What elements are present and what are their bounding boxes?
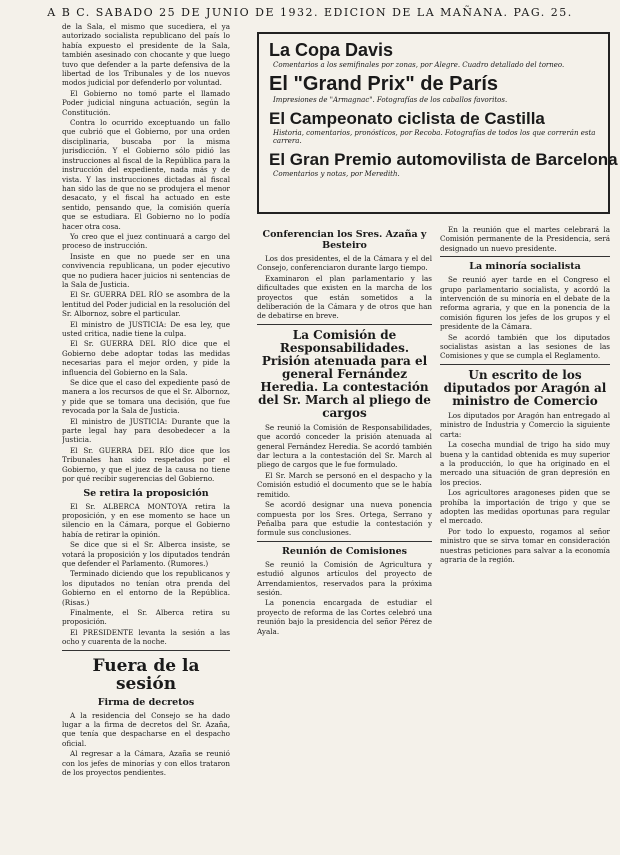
paragraph: Se reunió la Comisión de Responsabilidades, que acordó conceder la prisión atenuada al general Fernández Heredia. Se acordó también dar lectura a la contestación del Sr. March al pliego de cargos que le fue formulado. [257, 422, 432, 470]
paragraph: La cosecha mundial de trigo ha sido muy buena y la cantidad obtenida es muy superior a la producción, lo que ha originado en el mercado una situación de gran depresión en los precios. [440, 440, 610, 487]
heading-conferencian: Conferencian los Sres. Azaña y Besteiro [262, 229, 427, 251]
paragraph: Los dos presidentes, el de la Cámara y el del Consejo, conferenciaron durante largo tiempo. [257, 254, 432, 273]
divider [440, 364, 610, 365]
paragraph: Contra lo ocurrido exceptuando un fallo que cubrió que el Gobierno, por una orden disciplinaria, buscaba por la misma jurisdicción. Y el Gobierno sólo pidió las instrucciones al fiscal de la República para la instrucción del expediente, nada más y de vista. Y las instrucciones dictadas al fiscal han sido las de que no se produjera el menor desacato, y el fiscal ha actuado en este sentido, pensando que, la comisión quería que se estudiara. El Gobierno no lo podía hacer otra cosa. [62, 118, 230, 231]
column-right [440, 225, 610, 849]
promo-title: El "Grand Prix" de París [269, 73, 499, 96]
divider [257, 324, 432, 325]
paragraph: El Gobierno no tomó parte el llamado Poder judicial ninguna actuación, según la Constitución. [62, 88, 230, 117]
paragraph: El Sr. GUERRA DEL RÍO se asombra de la lentitud del Poder judicial en la resolución del Sr. Albornoz, sobre el particular. [62, 290, 230, 319]
paragraph: de la Sala, el mismo que sucediera, el ya autorizado socialista republicano del país lo había expuesto el presidente de la Sala, también asesinado con chocante y que luego tuvo que defender a la parte defensiva de la libertad de los Tribunales y de los nuevos modos judicial por defenderlo por voluntad. [62, 22, 230, 88]
paragraph: El Sr. GUERRA DEL RÍO dice que los Tribunales han sido respetados por el Gobierno, y que el juez de la causa no tiene por qué recibir sugerencias del Gobierno. [62, 445, 230, 484]
heading-firma-decretos: Firma de decretos [97, 696, 195, 708]
paragraph: El Sr. March se personó en el despacho y la Comisión estudió el documento que se le había remitido. [257, 470, 432, 499]
paragraph: Examinaron el plan parlamentario y las dificultades que existen en la marcha de los proyectos que están sometidos a la deliberación de la Cámara y de otros que han de debatirse en breve. [257, 273, 432, 321]
paragraph: Se acordó también que los diputados socialistas asistan a las sesiones de las Comisiones y que se cumpla el Reglamento. [440, 332, 610, 361]
promo-subtitle: Historia, comentarios, pronósticos, por Recoba. Fotografías de todos los que correrán esta carrera. [273, 128, 596, 146]
paragraph: Por todo lo expuesto, rogamos al señor ministro que se sirva tomar en consideración nuestras peticiones para salvar a la economía agraria de la región. [440, 526, 610, 564]
paragraph: Yo creo que el juez continuará a cargo del proceso de instrucción. [62, 231, 230, 251]
paragraph: Los agricultores aragoneses piden que se prohíba la importación de trigo y que se adopten las medidas oportunas para regular el mercado. [440, 488, 610, 526]
paragraph: Se reunió ayer tarde en el Congreso el grupo parlamentario socialista, y acordó la intervención de su minoría en el debate de la reforma agraria, y que en la ponencia de la comisión figuren los jefes de los grupos y el presidente de la Cámara. [440, 275, 610, 332]
paragraph: Se reunió la Comisión de Agricultura y estudió algunos artículos del proyecto de Arrendamientos, reservados para la próxima sesión. [257, 559, 432, 597]
paragraph: Se acordó designar una nueva ponencia compuesta por los Sres. Ortega, Serrano y Peñalba para que estudie la contestación y formule sus conclusiones. [257, 500, 432, 538]
paragraph: Terminado diciendo que los republicanos y los diputados no tenían otra prenda del Gobierno en el entorno de la República. (Risas.) [62, 569, 230, 607]
divider [257, 541, 432, 542]
paragraph: El Sr. GUERRA DEL RÍO dice que el Gobierno debe adoptar todas las medidas necesarias para el mejor orden, y pide la influencia del Gobierno en la Sala. [62, 339, 230, 377]
paragraph: Se dice que si el Sr. Alberca insiste, se votará la proposición y los diputados tendrán que defender el Parlamento. (Rumores.) [62, 540, 230, 568]
heading-fuera-sesion: Fuera de la sesión [92, 655, 200, 694]
paragraph: A la residencia del Consejo se ha dado lugar a la firma de decretos del Sr. Azaña, que tenía que despacharse en el despacho oficial. [62, 710, 230, 748]
promo-box [257, 32, 618, 214]
paragraph: El ministro de JUSTICIA: Durante que la parte legal hay para desobedecer a la Justicia. [62, 416, 230, 445]
heading-minoria: La minoría socialista [469, 261, 581, 273]
paragraph: El Sr. ALBERCA MONTOYA retira la proposición, y en ese momento se hace un silencio en la Cámara, porque el Gobierno había de retirar la opinión. [62, 501, 230, 539]
heading-reunion: Reunión de Comisiones [281, 545, 408, 557]
promo-title: El Campeonato ciclista de Castilla [269, 108, 545, 128]
promo-subtitle: Impresiones de "Armagnac". Fotografías de los caballos favoritos. [273, 96, 508, 105]
column-left [62, 22, 230, 849]
promo-title: La Copa Davis [269, 40, 394, 60]
heading-comision: La Comisión de Responsabilidades. Prisión atenuada para el general Fernández Heredia. La contestación del Sr. March al pliego de cargos [258, 327, 431, 420]
promo-title: El Gran Premio automovilista de Barcelona [269, 149, 618, 169]
running-head: A B C. SABADO 25 DE JUNIO DE 1932. EDICION DE LA MAÑANA. PAG. 25. [47, 6, 573, 19]
divider [62, 650, 230, 651]
paragraph: Finalmente, el Sr. Alberca retira su proposición. [62, 607, 230, 627]
paragraph: Insiste en que no puede ser en una convivencia republicana, un poder ejecutivo que no pudiera hacer juicios ni sentencias de la Sala de Justicia. [62, 251, 230, 289]
paragraph: En la reunión que el martes celebrará la Comisión permanente de la Presidencia, será designado un nuevo presidente. [440, 225, 610, 253]
paragraph: Se dice que el caso del expediente pasó de manera a los recursos de que el Sr. Albornoz, y pide que se tomara una decisión, que fue revocada por la Sala de Justicia. [62, 378, 230, 416]
paragraph: El PRESIDENTE levanta la sesión a las ocho y cuarenta de la noche. [62, 627, 230, 647]
heading-escrito: Un escrito de los diputados por Aragón al ministro de Comercio [443, 367, 607, 408]
heading-proposicion: Se retira la proposición [83, 487, 209, 499]
paragraph: La ponencia encargada de estudiar el proyecto de reforma de las Cortes celebró una reunión bajo la presidencia del señor Pérez de Ayala. [257, 598, 432, 636]
promo-subtitle: Comentarios y notas, por Meredith. [273, 169, 400, 178]
promo-subtitle: Comentarios a los semifinales por zonas, por Alegre. Cuadro detallado del torneo. [273, 61, 565, 69]
divider [440, 256, 610, 257]
paragraph: Al regresar a la Cámara, Azaña se reunió con los jefes de minorías y con ellos trataron de los proyectos pendientes. [62, 749, 230, 778]
paragraph: Los diputados por Aragón han entregado al ministro de Industria y Comercio la siguiente carta: [440, 410, 610, 439]
paragraph: El ministro de JUSTICIA: De esa ley, que usted critica, nadie tiene la culpa. [62, 319, 230, 338]
column-middle [257, 225, 432, 849]
